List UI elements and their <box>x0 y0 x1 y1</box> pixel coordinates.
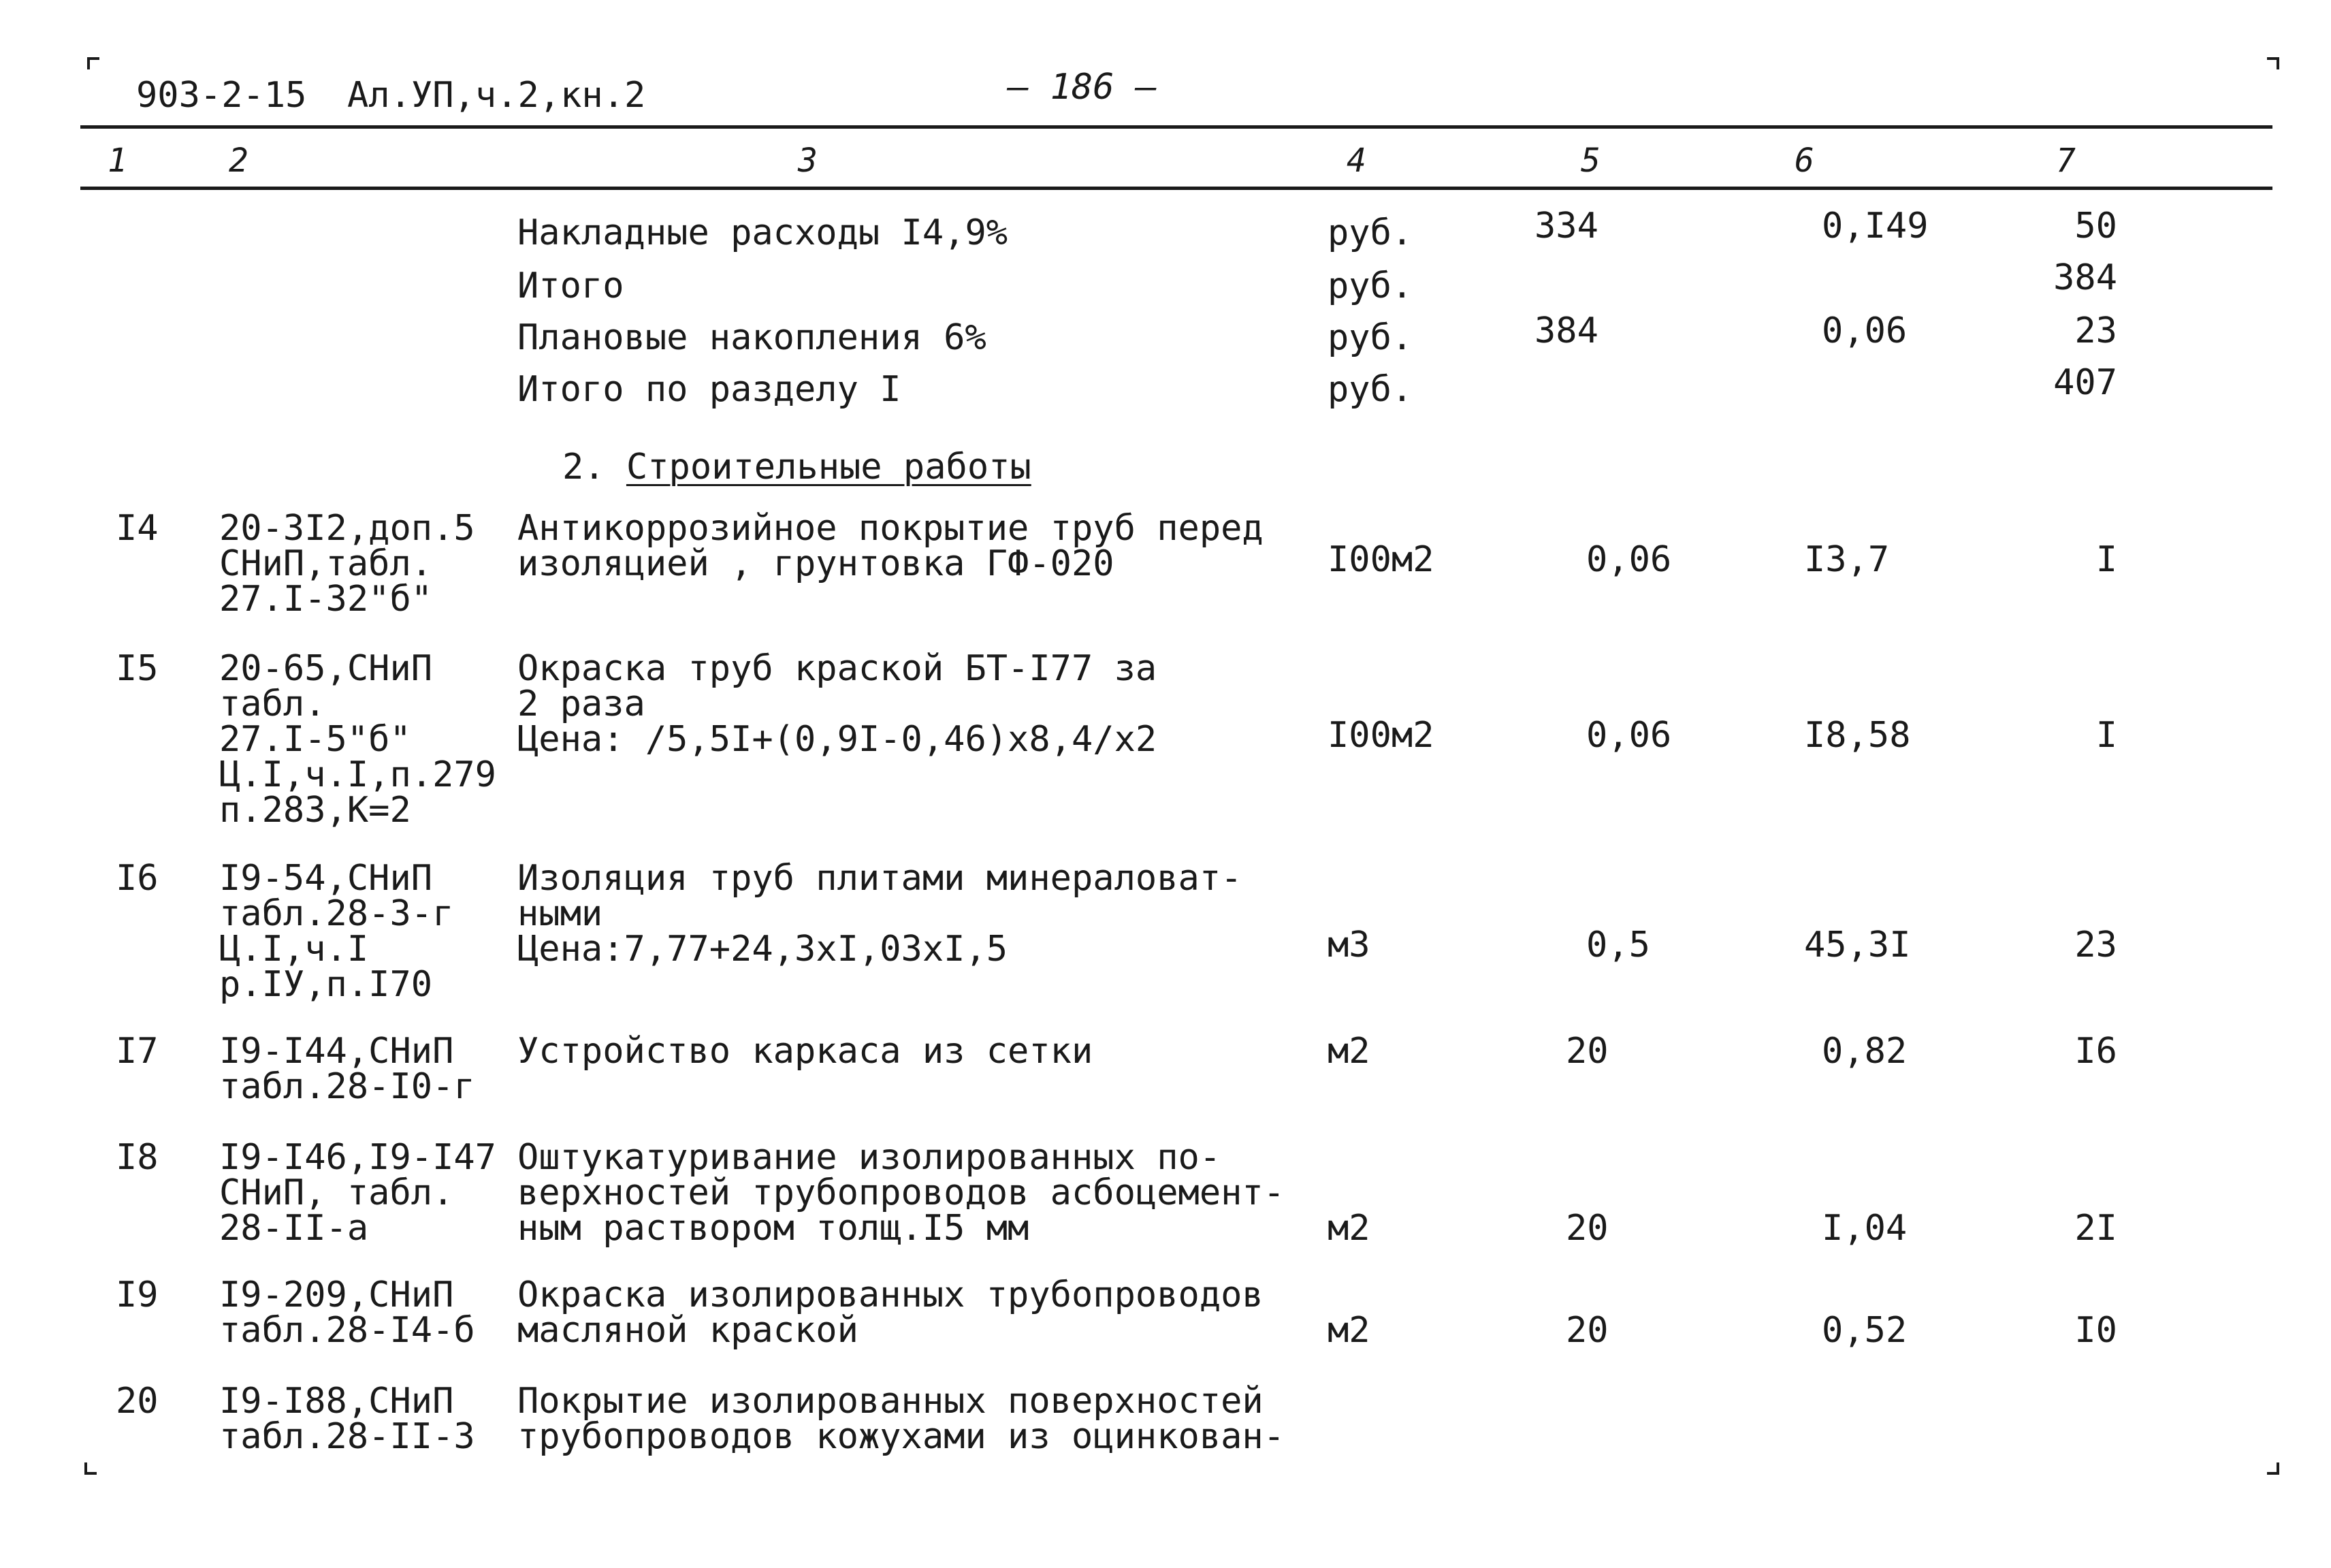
row-price: I8,58 <box>1804 715 1911 756</box>
summary-total: 384 <box>2053 257 2117 298</box>
summary-total: 23 <box>2074 310 2117 351</box>
row-code: I9-I44,СНиП табл.28-I0-г <box>219 1031 475 1107</box>
corner-mark-top-right <box>2267 57 2279 69</box>
row-code: I9-I46,I9-I47 СНиП, табл. 28-II-а <box>219 1137 496 1249</box>
row-code: 20-65,СНиП табл. 27.I-5"б" Ц.I,ч.I,п.279 п.283,К=2 <box>219 648 496 831</box>
summary-name: Плановые накопления 6% <box>517 317 986 358</box>
row-quantity: 20 <box>1566 1208 1609 1249</box>
row-number: I7 <box>116 1031 159 1072</box>
header-rule-top <box>80 125 2272 129</box>
row-unit: м3 <box>1328 925 1370 965</box>
summary-unit: руб. <box>1328 369 1413 410</box>
row-unit: м2 <box>1328 1310 1370 1351</box>
row-unit: I00м2 <box>1328 715 1434 756</box>
column-number: 5 <box>1581 142 1601 180</box>
summary-rate: 0,I49 <box>1822 206 1929 246</box>
row-number: 20 <box>116 1381 159 1422</box>
column-number: 1 <box>108 142 127 180</box>
row-total: I <box>2095 539 2117 580</box>
row-description: Изоляция труб плитами минераловат- ными Цена:7,77+24,3xI,03xI,5 <box>517 858 1242 970</box>
summary-rate: 0,06 <box>1822 310 1908 351</box>
page-number: — 186 — <box>1008 67 1157 108</box>
row-code: I9-209,СНиП табл.28-I4-б <box>219 1275 475 1351</box>
row-number: I6 <box>116 858 159 899</box>
row-description: Антикоррозийное покрытие труб перед изоляцией , грунтовка ГФ-020 <box>517 508 1264 584</box>
doc-reference: Ал.УП,ч.2,кн.2 <box>347 75 646 116</box>
corner-mark-bottom-right <box>2267 1462 2279 1475</box>
column-number: 6 <box>1795 142 1814 180</box>
row-code: I9-I88,СНиП табл.28-II-3 <box>219 1381 475 1457</box>
row-quantity: 0,5 <box>1586 925 1650 965</box>
row-description: Устройство каркаса из сетки <box>517 1031 1093 1072</box>
row-quantity: 20 <box>1566 1031 1609 1072</box>
section-title: Строительные работы <box>626 447 1031 487</box>
row-quantity: 0,06 <box>1586 715 1672 756</box>
row-total: 2I <box>2074 1208 2117 1249</box>
row-price: 0,82 <box>1822 1031 1908 1072</box>
row-total: I0 <box>2074 1310 2117 1351</box>
row-number: I8 <box>116 1137 159 1178</box>
row-price: I3,7 <box>1804 539 1890 580</box>
row-code: 20-3I2,доп.5 СНиП,табл. 27.I-32"б" <box>219 508 475 620</box>
summary-unit: руб. <box>1328 317 1413 358</box>
summary-name: Накладные расходы I4,9% <box>517 212 1008 253</box>
row-total: 23 <box>2074 925 2117 965</box>
summary-base: 384 <box>1534 310 1598 351</box>
corner-mark-top-left <box>87 57 99 69</box>
summary-unit: руб. <box>1328 266 1413 306</box>
column-number: 7 <box>2056 142 2076 180</box>
row-description: Окраска труб краской БТ-I77 за 2 раза Цена: /5,5I+(0,9I-0,46)x8,4/x2 <box>517 648 1157 760</box>
row-total: I <box>2095 715 2117 756</box>
column-number: 4 <box>1347 142 1366 180</box>
summary-total: 50 <box>2074 206 2117 246</box>
row-price: 45,3I <box>1804 925 1911 965</box>
summary-unit: руб. <box>1328 212 1413 253</box>
row-quantity: 20 <box>1566 1310 1609 1351</box>
row-number: I4 <box>116 508 159 549</box>
summary-name: Итого <box>517 266 624 306</box>
header-rule-bottom <box>80 187 2272 190</box>
doc-code: 903-2-15 <box>136 75 307 116</box>
section-number: 2. <box>562 447 605 487</box>
section-heading <box>562 449 1031 485</box>
column-number: 3 <box>798 142 818 180</box>
summary-name: Итого по разделу I <box>517 369 901 410</box>
row-price: I,04 <box>1822 1208 1908 1249</box>
summary-total: 407 <box>2053 362 2117 403</box>
row-unit: м2 <box>1328 1031 1370 1072</box>
row-description: Оштукатуривание изолированных по- верхностей трубопроводов асбоцемент- ным раствором толщ.I5 мм <box>517 1137 1285 1249</box>
row-quantity: 0,06 <box>1586 539 1672 580</box>
row-number: I5 <box>116 648 159 689</box>
corner-mark-bottom-left <box>84 1462 97 1475</box>
summary-base: 334 <box>1534 206 1598 246</box>
row-unit: I00м2 <box>1328 539 1434 580</box>
row-description: Покрытие изолированных поверхностей трубопроводов кожухами из оцинкован- <box>517 1381 1285 1457</box>
row-price: 0,52 <box>1822 1310 1908 1351</box>
column-number: 2 <box>229 142 248 180</box>
row-unit: м2 <box>1328 1208 1370 1249</box>
row-total: I6 <box>2074 1031 2117 1072</box>
row-number: I9 <box>116 1275 159 1315</box>
row-code: I9-54,СНиП табл.28-3-г Ц.I,ч.I р.IУ,п.I70 <box>219 858 454 1005</box>
row-description: Окраска изолированных трубопроводов масляной краской <box>517 1275 1264 1351</box>
